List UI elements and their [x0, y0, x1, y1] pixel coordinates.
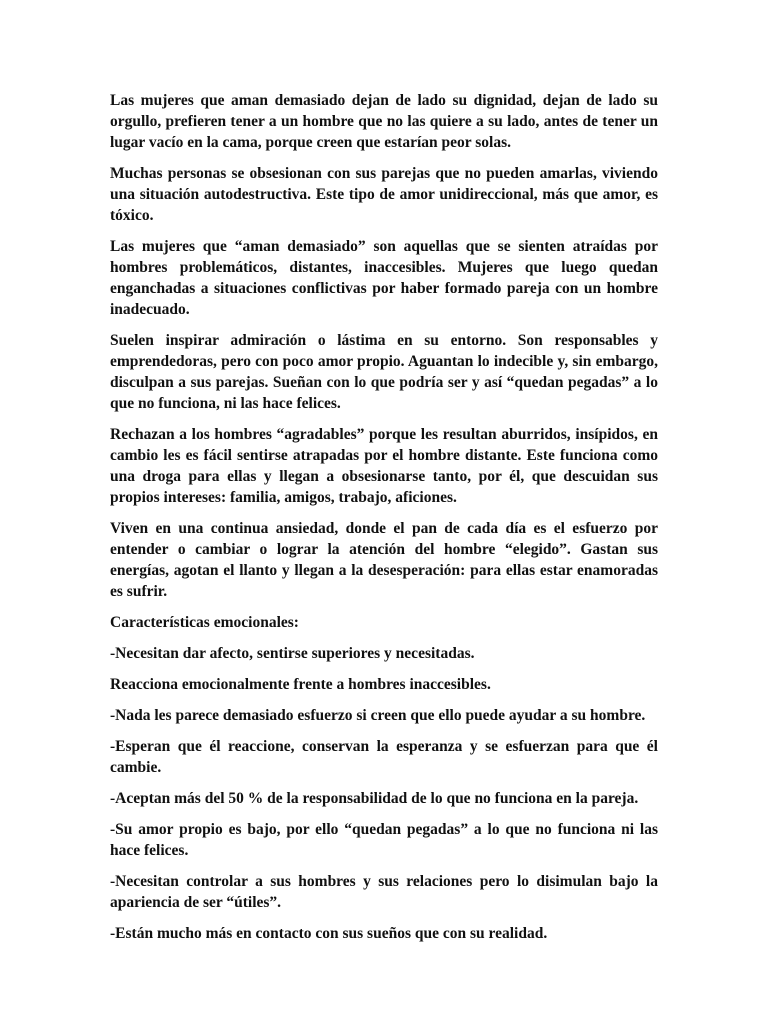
list-item-esfuerzo: -Nada les parece demasiado esfuerzo si creen que ello puede ayudar a su hombre.: [110, 707, 646, 724]
paragraph-admiracion: Suelen inspirar admiración o lástima en su entorno. Son responsables y emprendedoras, pero con poco amor propio. Aguantan lo indecible y, sin embargo, disculpan a sus parejas. Sueñan con lo que podría ser y así “quedan pegadas” a lo que no funciona, ni las hace felices.: [110, 332, 658, 412]
paragraph-dignidad: Las mujeres que aman demasiado dejan de lado su dignidad, dejan de lado su orgullo, prefieren tener a un hombre que no las quiere a su lado, antes de tener un lugar vacío en la cama, porque creen que estarían peor solas.: [110, 92, 658, 151]
section-heading-caracteristicas: Características emocionales:: [110, 614, 299, 631]
document-body: [110, 90, 658, 954]
paragraph-obsesion: Muchas personas se obsesionan con sus parejas que no pueden amarlas, viviendo una situación autodestructiva. Este tipo de amor unidireccional, más que amor, es tóxico.: [110, 165, 658, 224]
list-item-afecto: -Necesitan dar afecto, sentirse superiores y necesitadas.: [110, 645, 475, 662]
paragraph-aman-demasiado: Las mujeres que “aman demasiado” son aquellas que se sienten atraídas por hombres problemáticos, distantes, inaccesibles. Mujeres que luego quedan enganchadas a situaciones conflictivas por haber formado pareja con un hombre inadecuado.: [110, 238, 658, 318]
paragraph-rechazan: Rechazan a los hombres “agradables” porque les resultan aburridos, insípidos, en cambio les es fácil sentirse atrapadas por el hombre distante. Este funciona como una droga para ellas y llegan a obsesionarse tanto, por él, que descuidan sus propios intereses: familia, amigos, trabajo, aficiones.: [110, 426, 658, 506]
list-item-amor-propio: -Su amor propio es bajo, por ello “quedan pegadas” a lo que no funciona ni las hace felices.: [110, 821, 658, 859]
list-item-suenos: -Están mucho más en contacto con sus sueños que con su realidad.: [110, 925, 548, 942]
paragraph-ansiedad: Viven en una continua ansiedad, donde el pan de cada día es el esfuerzo por entender o cambiar o lograr la atención del hombre “elegido”. Gastan sus energías, agotan el llanto y llegan a la desesperación: para ellas estar enamoradas es sufrir.: [110, 520, 658, 600]
list-item-responsabilidad: -Aceptan más del 50 % de la responsabilidad de lo que no funciona en la pareja.: [110, 790, 639, 807]
list-item-reacciona: Reacciona emocionalmente frente a hombres inaccesibles.: [110, 676, 491, 693]
list-item-controlar: -Necesitan controlar a sus hombres y sus relaciones pero lo disimulan bajo la apariencia de ser “útiles”.: [110, 873, 658, 911]
list-item-esperanza: -Esperan que él reaccione, conservan la esperanza y se esfuerzan para que él cambie.: [110, 738, 658, 776]
